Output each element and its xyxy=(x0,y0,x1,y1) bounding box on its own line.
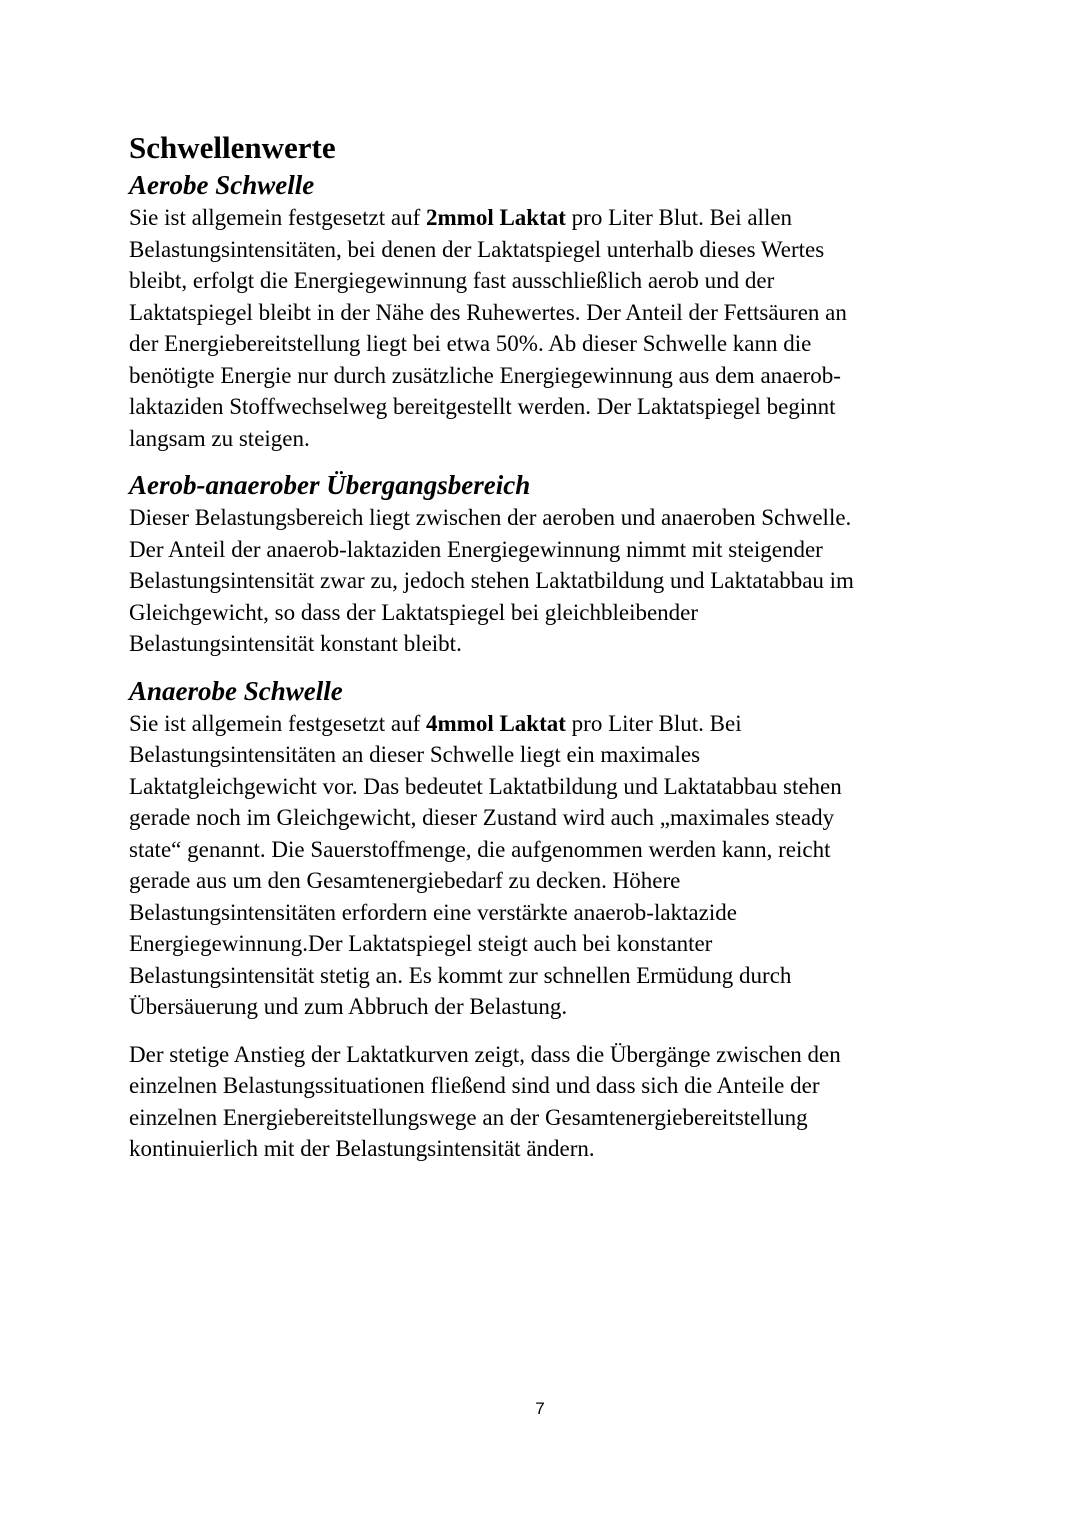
text-line: der Energiebereitstellung liegt bei etwa 50%. Ab dieser Schwelle kann die xyxy=(129,331,812,356)
text-span: Sie ist allgemein festgesetzt auf xyxy=(129,205,426,230)
text-line: gerade noch im Gleichgewicht, dieser Zustand wird auch „maximales steady xyxy=(129,805,835,830)
text-line: Laktatgleichgewicht vor. Das bedeutet Laktatbildung und Laktatabbau stehen xyxy=(129,773,842,799)
text-line: langsam zu steigen. xyxy=(129,425,310,451)
text-line: gerade aus um den Gesamtenergiebedarf zu decken. Höhere xyxy=(129,868,681,893)
section-heading-uebergangsbereich: Aerob-anaerober Übergangsbereich xyxy=(129,470,531,500)
bold-value-2mmol: 2mmol Laktat xyxy=(426,205,566,230)
text-line: Übersäuerung und zum Abbruch der Belastung. xyxy=(129,994,568,1019)
text-line: Gleichgewicht, so dass der Laktatspiegel bei gleichbleibender xyxy=(129,599,699,625)
section-spacer xyxy=(129,454,939,468)
page-number: 7 xyxy=(535,1399,545,1418)
text-line xyxy=(129,708,939,740)
text-line: Energiegewinnung.Der Laktatspiegel steigt auch bei konstanter xyxy=(129,931,713,956)
text-line: state“ genannt. Die Sauerstoffmenge, die aufgenommen werden kann, reicht xyxy=(129,836,831,862)
text-line: Belastungsintensität zwar zu, jedoch stehen Laktatbildung und Laktatabbau im xyxy=(129,568,854,593)
section-spacer xyxy=(129,1023,939,1039)
bold-value-4mmol: 4mmol Laktat xyxy=(426,710,566,736)
text-line: Belastungsintensität stetig an. Es kommt zur schnellen Ermüdung durch xyxy=(129,962,792,988)
paragraph-uebergangsbereich xyxy=(129,502,939,660)
text-line xyxy=(129,202,939,234)
text-line: Belastungsintensitäten, bei denen der Laktatspiegel unterhalb dieses Wertes xyxy=(129,236,825,262)
paragraph-anaerobe-schwelle xyxy=(129,708,939,1023)
section-heading-aerobe-schwelle: Aerobe Schwelle xyxy=(129,170,315,200)
text-line: einzelnen Energiebereitstellungswege an der Gesamtenergiebereitstellung xyxy=(129,1104,808,1130)
text-line: laktaziden Stoffwechselweg bereitgestellt werden. Der Laktatspiegel beginnt xyxy=(129,394,836,419)
text-line: kontinuierlich mit der Belastungsintensität ändern. xyxy=(129,1136,595,1161)
page-title: Schwellenwerte xyxy=(129,130,336,165)
text-line: Belastungsintensitäten erfordern eine verstärkte anaerob-laktazide xyxy=(129,899,737,925)
paragraph-aerobe-schwelle xyxy=(129,202,939,454)
text-line: Der Anteil der anaerob-laktaziden Energiegewinnung nimmt mit steigender xyxy=(129,536,823,562)
page-content xyxy=(129,128,939,1165)
paragraph-closing xyxy=(129,1039,939,1165)
text-line: Belastungsintensitäten an dieser Schwelle liegt ein maximales xyxy=(129,742,701,767)
text-line: benötigte Energie nur durch zusätzliche Energiegewinnung aus dem anaerob- xyxy=(129,362,841,388)
text-line: Belastungsintensität konstant bleibt. xyxy=(129,631,462,656)
section-heading-anaerobe-schwelle: Anaerobe Schwelle xyxy=(129,675,343,706)
text-span: pro Liter Blut. Bei allen xyxy=(565,205,793,230)
text-line: Der stetige Anstieg der Laktatkurven zeigt, dass die Übergänge zwischen den xyxy=(129,1041,841,1067)
text-line: bleibt, erfolgt die Energiegewinnung fast ausschließlich aerob und der xyxy=(129,268,775,293)
text-line: einzelnen Belastungssituationen fließend sind und dass sich die Anteile der xyxy=(129,1073,820,1098)
text-span: Sie ist allgemein festgesetzt auf xyxy=(129,710,426,736)
section-spacer xyxy=(129,660,939,674)
text-line: Laktatspiegel bleibt in der Nähe des Ruhewertes. Der Anteil der Fettsäuren an xyxy=(129,299,847,325)
text-line: Dieser Belastungsbereich liegt zwischen der aeroben und anaeroben Schwelle. xyxy=(129,505,852,530)
text-span: pro Liter Blut. Bei xyxy=(565,710,742,736)
